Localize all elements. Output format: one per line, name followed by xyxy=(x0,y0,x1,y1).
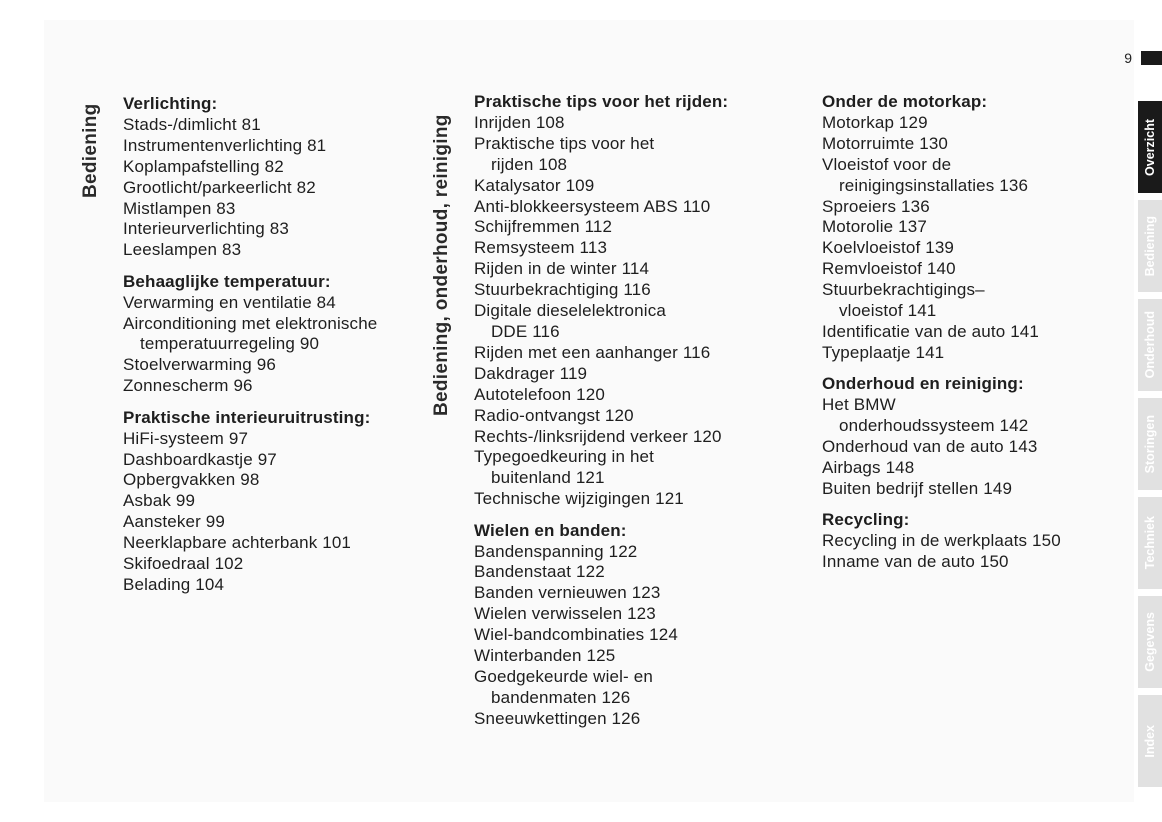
toc-entry: Grootlicht/parkeerlicht 82 xyxy=(123,177,316,197)
tab-index[interactable] xyxy=(1138,695,1162,787)
tab-overzicht[interactable] xyxy=(1138,101,1162,193)
toc-entry: Instrumentenverlichting 81 xyxy=(123,135,327,155)
toc-entry: Neerklapbare achterbank 101 xyxy=(123,533,352,553)
toc-column-1 xyxy=(123,94,377,596)
tab-label: Storingen xyxy=(1143,414,1157,474)
toc-section xyxy=(822,92,1061,364)
page-number: 9 xyxy=(1124,50,1132,66)
toc-entry: Typegoedkeuring in het xyxy=(474,447,655,467)
toc-entry: Remvloeistof 140 xyxy=(822,259,956,279)
toc-entry: Schijfremmen 112 xyxy=(474,217,613,237)
toc-section xyxy=(822,374,1061,499)
tab-label: Techniek xyxy=(1143,516,1157,570)
tab-storingen[interactable] xyxy=(1138,398,1162,490)
toc-entry-continuation: rijden 108 xyxy=(491,154,568,174)
toc-entry: Opbergvakken 98 xyxy=(123,470,260,490)
toc-entry: Mistlampen 83 xyxy=(123,198,236,218)
toc-entry: Stuurbekrachtiging 116 xyxy=(474,280,651,300)
toc-entry: Bandenstaat 122 xyxy=(474,562,605,582)
toc-section xyxy=(123,272,377,397)
toc-entry-continuation: vloeistof 141 xyxy=(839,301,937,321)
tab-gegevens[interactable] xyxy=(1138,596,1162,688)
toc-entry: Rijden in de winter 114 xyxy=(474,259,650,279)
toc-entry: Asbak 99 xyxy=(123,491,196,511)
toc-entry: Rijden met een aanhanger 116 xyxy=(474,342,711,362)
toc-entry: Recycling in de werkplaats 150 xyxy=(822,531,1061,551)
toc-entry: Buiten bedrijf stellen 149 xyxy=(822,478,1013,498)
toc-entry: Autotelefoon 120 xyxy=(474,384,605,404)
toc-entry: Digitale dieselelektronica xyxy=(474,301,666,321)
toc-section xyxy=(822,510,1061,573)
tab-label: Bediening xyxy=(1143,215,1157,277)
toc-entry: Winterbanden 125 xyxy=(474,646,616,666)
toc-entry: Stuurbekrachtigings– xyxy=(822,280,985,300)
toc-entry: Verwarming en ventilatie 84 xyxy=(123,292,336,312)
toc-entry: Sproeiers 136 xyxy=(822,196,930,216)
page-number-bar xyxy=(1141,51,1162,65)
tab-bediening[interactable] xyxy=(1138,200,1162,292)
toc-entry: Het BMW xyxy=(822,395,896,415)
toc-entry: Dashboardkastje 97 xyxy=(123,449,277,469)
toc-entry: Dakdrager 119 xyxy=(474,363,588,383)
toc-entry: Wiel-bandcombinaties 124 xyxy=(474,625,678,645)
toc-section xyxy=(123,408,377,596)
toc-section xyxy=(474,92,728,510)
toc-section xyxy=(123,94,377,261)
toc-entry-continuation: bandenmaten 126 xyxy=(491,687,631,707)
toc-entry: Anti-blokkeersysteem ABS 110 xyxy=(474,196,711,216)
tab-label: Onderhoud xyxy=(1143,311,1157,379)
toc-entry: Skifoedraal 102 xyxy=(123,554,244,574)
toc-entry: Technische wijzigingen 121 xyxy=(474,489,684,509)
toc-entry: Radio-ontvangst 120 xyxy=(474,405,634,425)
toc-entry: Typeplaatje 141 xyxy=(822,342,945,362)
toc-column-2 xyxy=(474,92,728,730)
toc-entry: Zonnescherm 96 xyxy=(123,376,253,396)
toc-entry: Vloeistof voor de xyxy=(822,154,952,174)
toc-entry: Interieurverlichting 83 xyxy=(123,219,289,239)
toc-entry-continuation: DDE 116 xyxy=(491,321,560,341)
side-label-bediening: Bediening xyxy=(80,103,101,198)
tab-onderhoud[interactable] xyxy=(1138,299,1162,391)
toc-entry: Motorolie 137 xyxy=(822,217,927,237)
section-heading: Onder de motorkap: xyxy=(822,92,988,111)
toc-entry: Katalysator 109 xyxy=(474,175,595,195)
tab-label: Gegevens xyxy=(1143,612,1157,672)
toc-entry: Motorkap 129 xyxy=(822,112,928,132)
toc-entry: Stoelverwarming 96 xyxy=(123,355,276,375)
toc-entry: Belading 104 xyxy=(123,574,225,594)
toc-entry: Rechts-/linksrijdend verkeer 120 xyxy=(474,426,722,446)
toc-entry: Bandenspanning 122 xyxy=(474,541,638,561)
toc-section xyxy=(474,521,728,730)
toc-entry: HiFi-systeem 97 xyxy=(123,428,249,448)
toc-entry: Remsysteem 113 xyxy=(474,238,608,258)
toc-entry: Airconditioning met elektronische xyxy=(123,313,378,333)
toc-entry: Sneeuwkettingen 126 xyxy=(474,708,641,728)
toc-entry: Motorruimte 130 xyxy=(822,133,949,153)
toc-entry: Wielen verwisselen 123 xyxy=(474,604,656,624)
section-heading: Wielen en banden: xyxy=(474,520,627,540)
toc-entry: Banden vernieuwen 123 xyxy=(474,583,661,603)
tab-techniek[interactable] xyxy=(1138,497,1162,589)
toc-entry: Leeslampen 83 xyxy=(123,240,242,260)
toc-entry: Goedgekeurde wiel- en xyxy=(474,666,653,686)
toc-entry: Identificatie van de auto 141 xyxy=(822,321,1040,341)
toc-entry: Koelvloeistof 139 xyxy=(822,238,955,258)
toc-entry-continuation: reinigingsinstallaties 136 xyxy=(839,175,1029,195)
toc-entry: Inname van de auto 150 xyxy=(822,552,1009,572)
toc-entry-continuation: buitenland 121 xyxy=(491,468,605,488)
section-heading: Recycling: xyxy=(822,510,910,530)
toc-entry: Inrijden 108 xyxy=(474,112,565,132)
tab-label: Index xyxy=(1143,724,1157,758)
toc-column-3 xyxy=(822,92,1061,573)
toc-entry-continuation: onderhoudssysteem 142 xyxy=(839,416,1029,436)
section-heading: Onderhoud en reiniging: xyxy=(822,374,1024,394)
toc-entry: Airbags 148 xyxy=(822,457,915,477)
toc-entry: Aansteker 99 xyxy=(123,512,225,532)
section-heading: Praktische tips voor het rijden: xyxy=(474,92,729,111)
section-heading: Behaaglijke temperatuur: xyxy=(123,271,331,291)
tab-label: Overzicht xyxy=(1143,118,1157,176)
side-label-bediening-onderhoud-reiniging: Bediening, onderhoud, reiniging xyxy=(431,114,452,416)
section-heading: Praktische interieuruitrusting: xyxy=(123,407,371,427)
toc-entry-continuation: temperatuurregeling 90 xyxy=(140,334,320,354)
toc-entry: Praktische tips voor het xyxy=(474,133,655,153)
section-heading: Verlichting: xyxy=(123,94,218,113)
toc-entry: Stads-/dimlicht 81 xyxy=(123,114,261,134)
toc-entry: Onderhoud van de auto 143 xyxy=(822,437,1038,456)
toc-entry: Koplampafstelling 82 xyxy=(123,156,284,176)
